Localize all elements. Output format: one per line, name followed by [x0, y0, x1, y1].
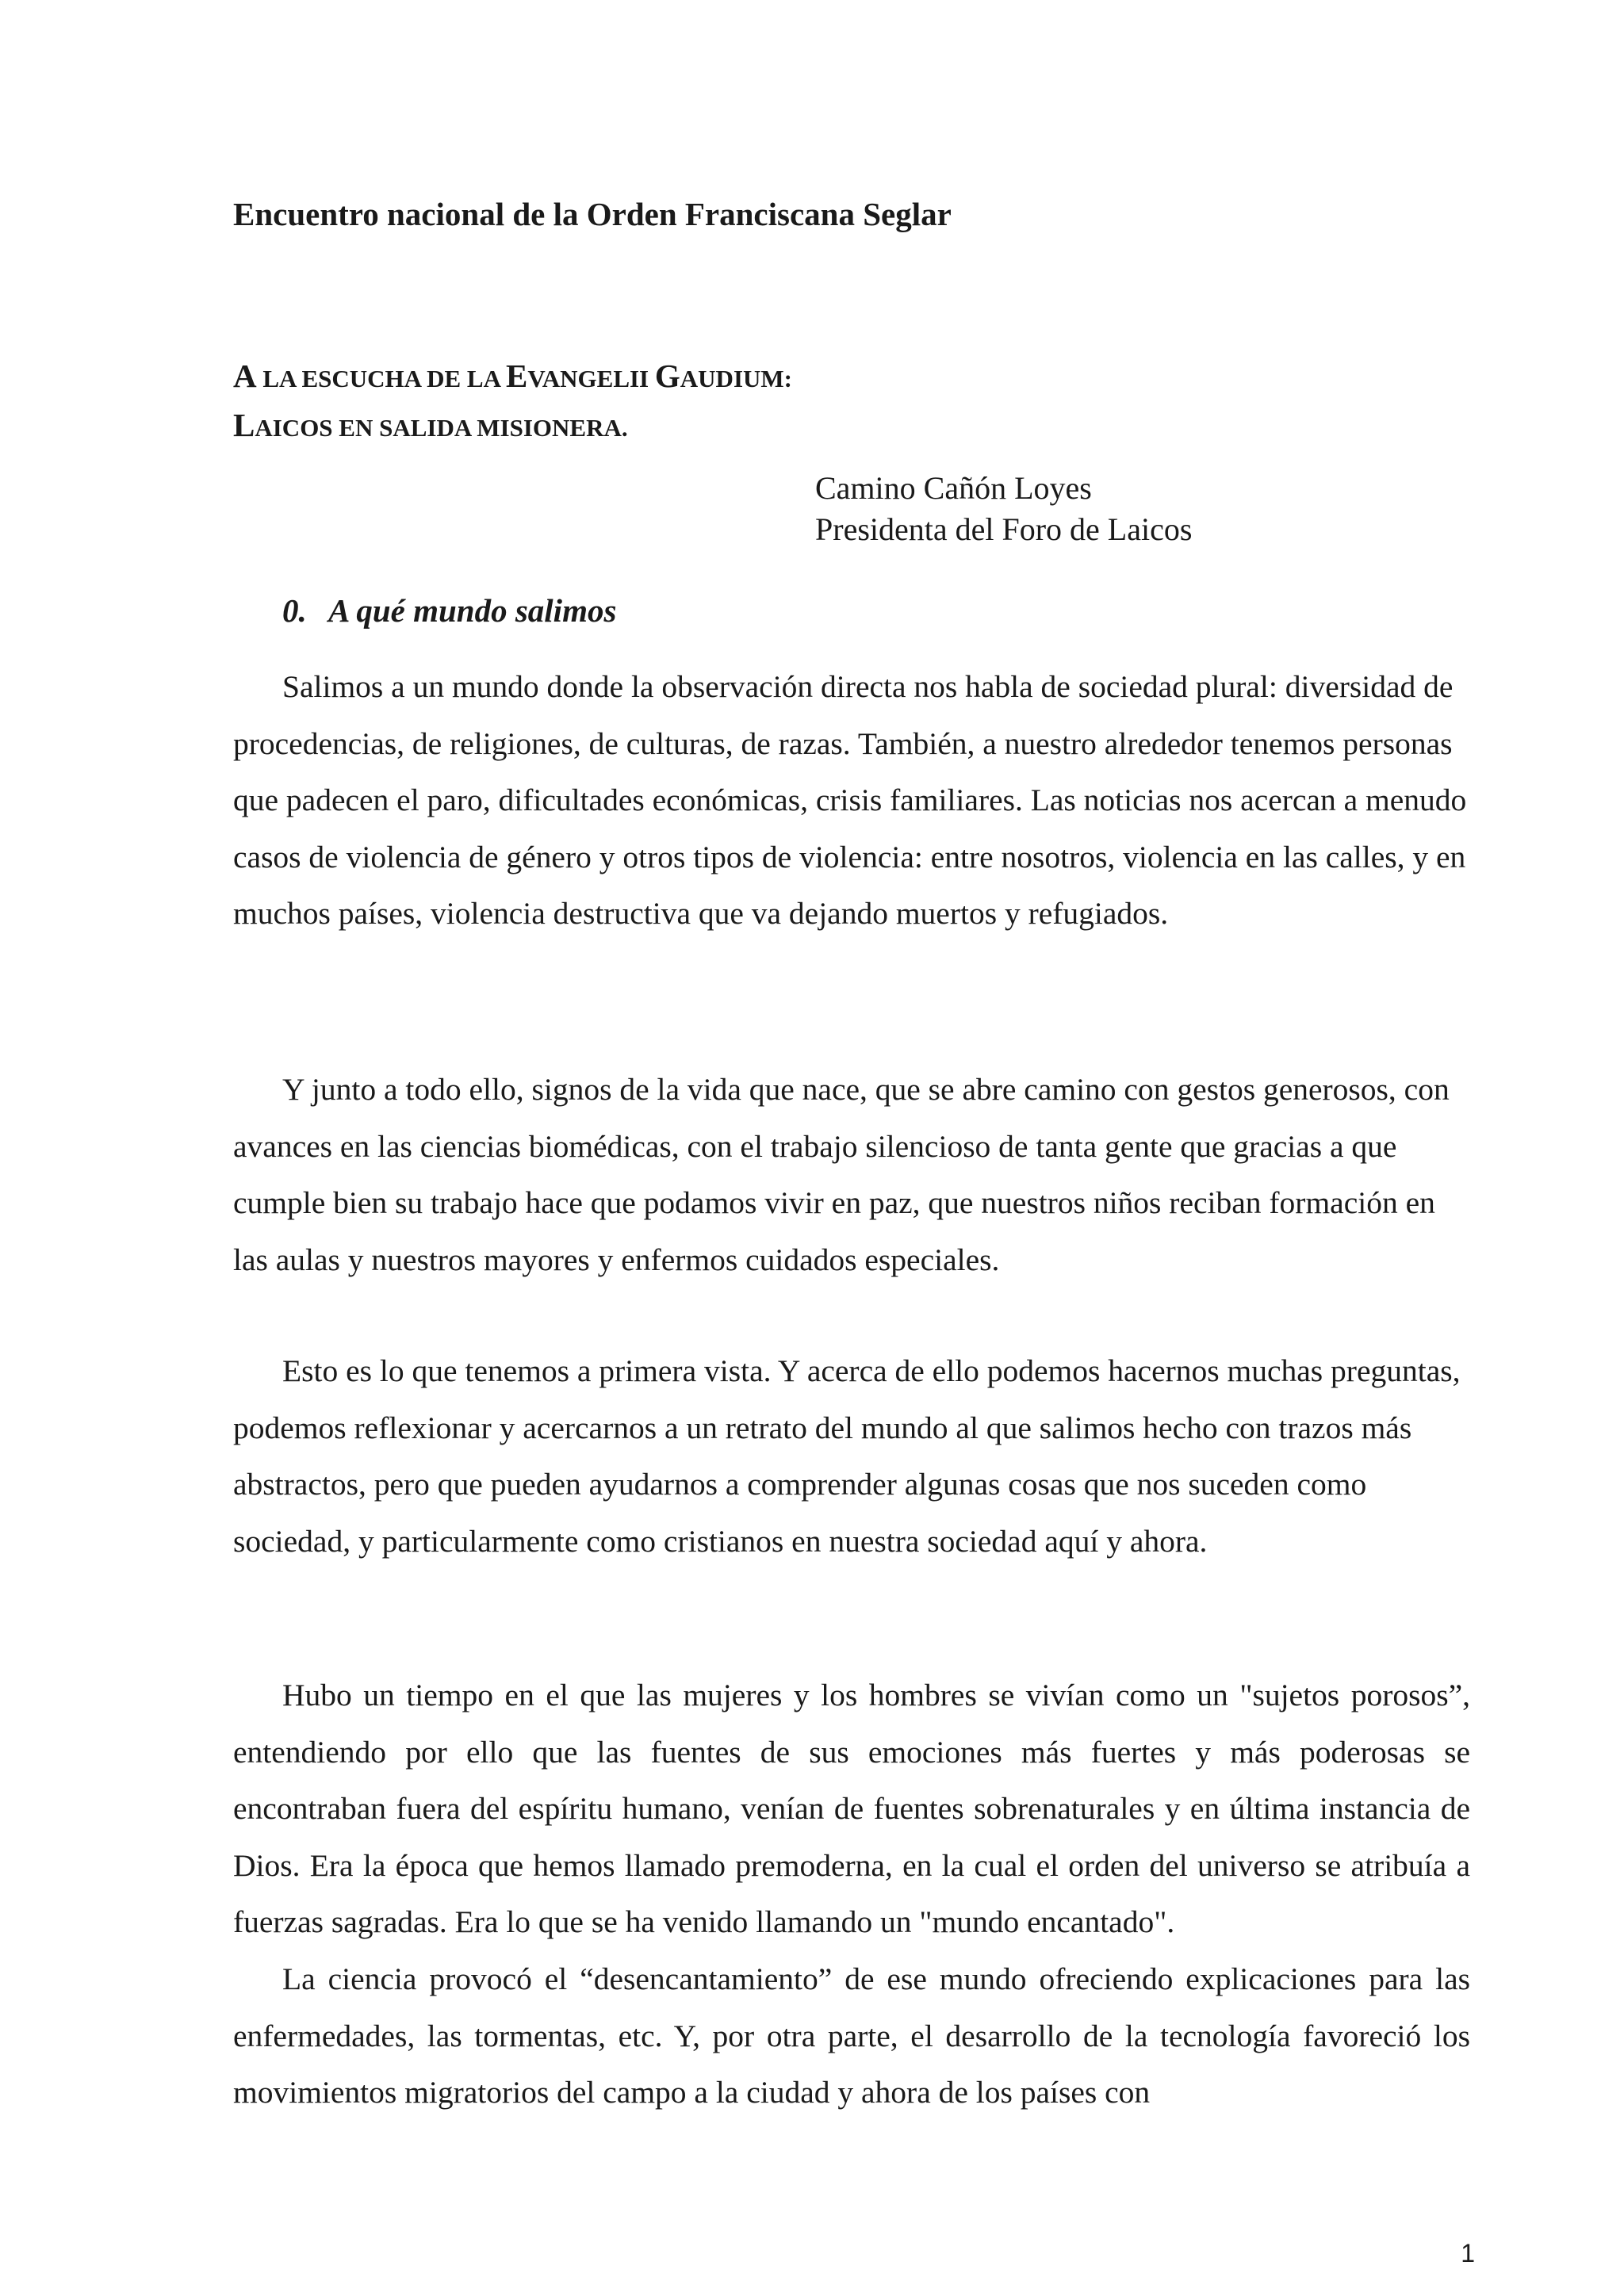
- title-part: AUDIUM:: [680, 365, 792, 392]
- paragraph-5: [233, 1951, 1470, 2122]
- title-part: LA ESCUCHA DE LA: [256, 365, 506, 392]
- title-part: G: [654, 358, 680, 394]
- paragraph-text: Hubo un tiempo en el que las mujeres y los hombres se vivían como un "sujetos porosos”, entendiendo por ello que las fuentes de sus emociones más fuertes y más poderosas se encontraban fuera del espíritu humano, venían de fuentes sobrenaturales y en última instancia de Dios. Era la época que hemos llamado premoderna, en la cual el orden del universo se atribuía a fuerzas sagradas. Era lo que se ha venido llamando un "mundo encantado".: [233, 1678, 1470, 1940]
- title-part: L: [233, 407, 255, 443]
- paragraph-3: [233, 1343, 1470, 1570]
- title-part: E: [506, 358, 528, 394]
- paragraph-4: [233, 1667, 1470, 1951]
- section-title-text: A qué mundo salimos: [328, 592, 617, 629]
- title-line-1: [233, 355, 792, 404]
- page-number: 1: [1461, 2239, 1475, 2267]
- title-part: AICOS EN SALIDA MISIONERA.: [255, 414, 628, 442]
- section-title: [282, 587, 616, 634]
- paragraph-1: [233, 659, 1470, 943]
- document-heading: Encuentro nacional de la Orden Franciscana Seglar: [233, 196, 952, 232]
- paragraph-text: Esto es lo que tenemos a primera vista. Y acerca de ello podemos hacernos muchas preguntas, podemos reflexionar y acercarnos a un retrato del mundo al que salimos hecho con trazos más abstractos, pero que pueden ayudarnos a comprender algunas cosas que nos suceden como sociedad, y particularmente como cristianos en nuestra sociedad aquí y ahora.: [233, 1353, 1461, 1559]
- author-role: Presidenta del Foro de Laicos: [815, 511, 1193, 547]
- author-name: Camino Cañón Loyes: [815, 470, 1092, 506]
- author-block: [815, 468, 1192, 550]
- paragraph-text: La ciencia provocó el “desencantamiento” de ese mundo ofreciendo explicaciones para las enfermedades, las tormentas, etc. Y, por otra parte, el desarrollo de la tecnología favoreció los movimientos migratorios del campo a la ciudad y ahora de los países con: [233, 1961, 1470, 2110]
- paragraph-text: Salimos a un mundo donde la observación directa nos habla de sociedad plural: diversidad de procedencias, de religiones, de culturas, de razas. También, a nuestro alrededor tenemos personas que padecen el paro, dificultades económicas, crisis familiares. Las noticias nos acercan a menudo casos de violencia de género y otros tipos de violencia: entre nosotros, violencia en las calles, y en muchos países, violencia destructiva que va dejando muertos y refugiados.: [233, 669, 1467, 932]
- paragraph-text: Y junto a todo ello, signos de la vida que nace, que se abre camino con gestos generosos, con avances en las ciencias biomédicas, con el trabajo silencioso de tanta gente que gracias a que cumple bien su trabajo hace que podamos vivir en paz, que nuestros niños reciban formación en las aulas y nuestros mayores y enfermos cuidados especiales.: [233, 1072, 1450, 1277]
- title-part: VANGELII: [527, 365, 655, 392]
- title-line-2: [233, 404, 792, 453]
- paragraph-2: [233, 1062, 1470, 1288]
- title-part: A: [233, 358, 257, 394]
- document-title: [233, 355, 792, 453]
- section-number: 0.: [282, 592, 307, 629]
